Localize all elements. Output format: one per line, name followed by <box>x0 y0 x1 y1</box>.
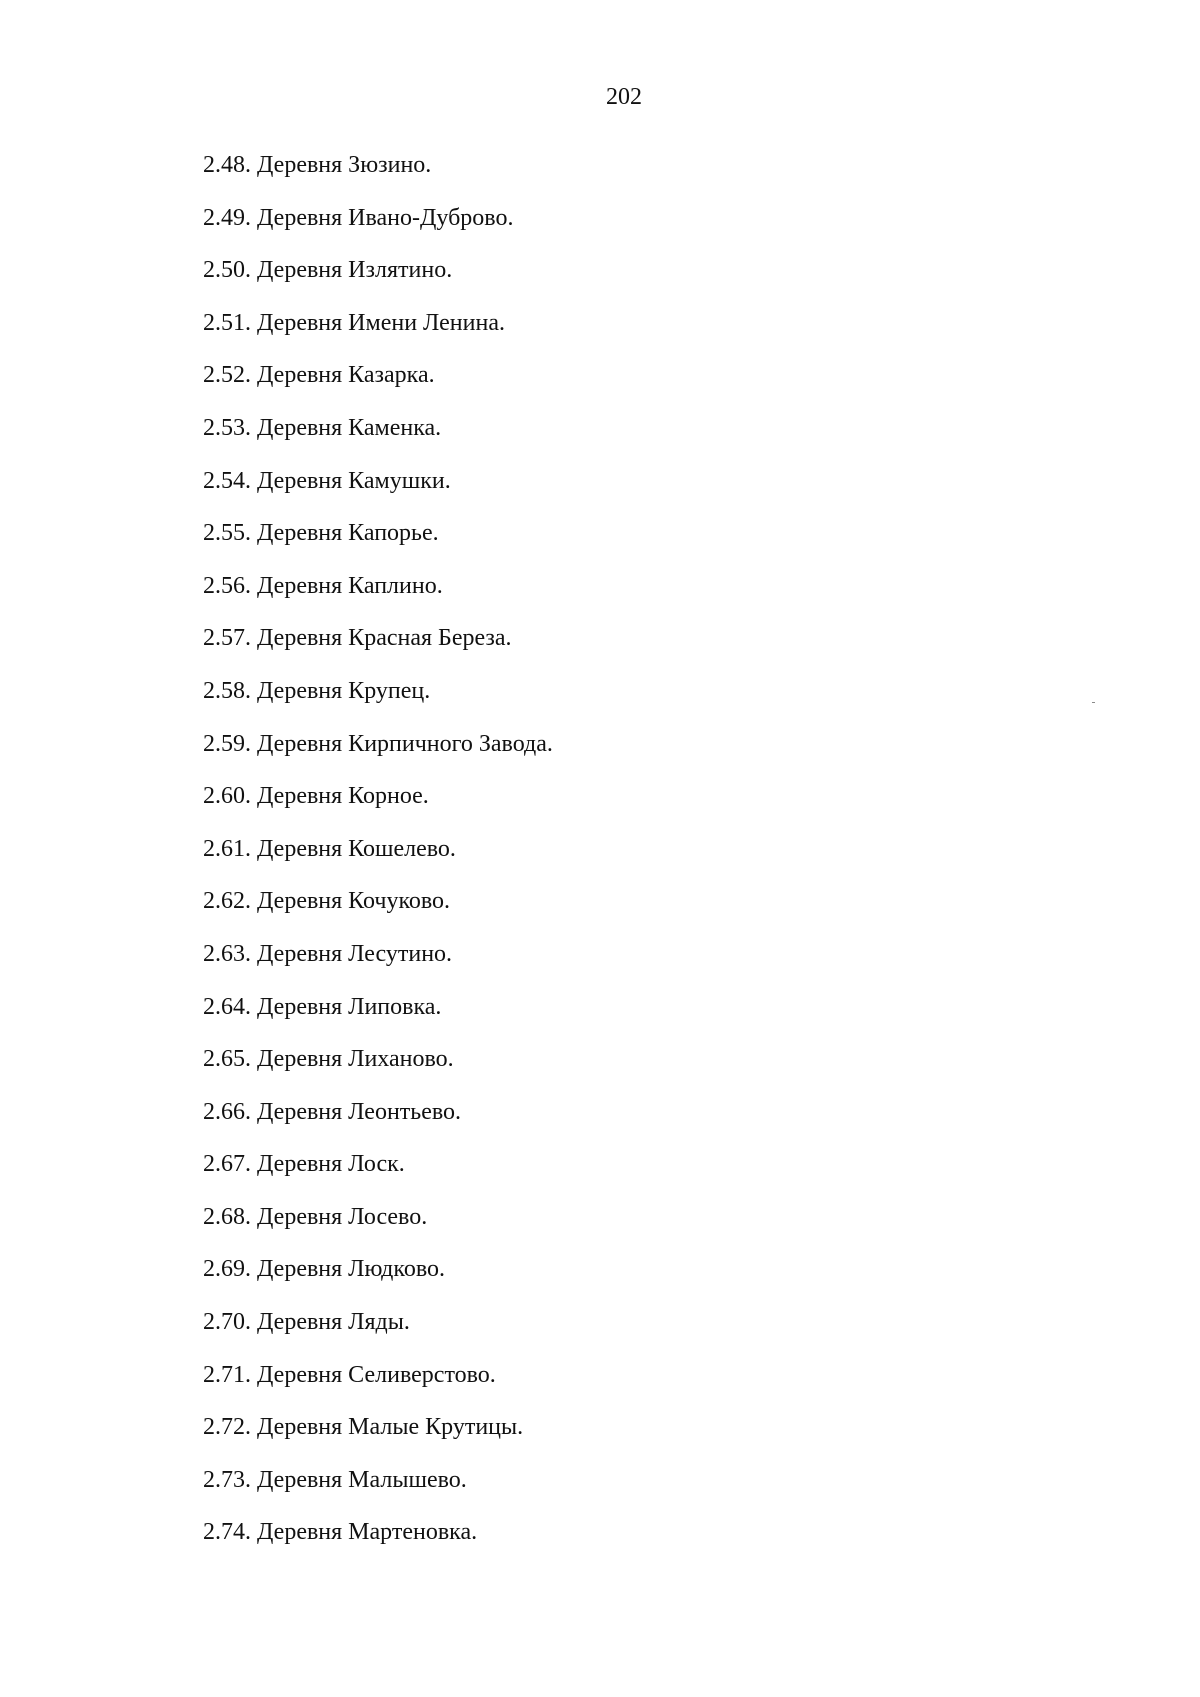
list-item: 2.66. Деревня Леонтьево. <box>203 1098 462 1125</box>
list-item: 2.49. Деревня Ивано-Дуброво. <box>203 204 514 231</box>
list-item: 2.53. Деревня Каменка. <box>203 414 442 441</box>
list-item: 2.57. Деревня Красная Береза. <box>203 625 512 652</box>
list-item: 2.61. Деревня Кошелево. <box>203 835 456 862</box>
village-list <box>203 150 553 1570</box>
list-item: 2.69. Деревня Людково. <box>203 1256 445 1283</box>
list-item: 2.60. Деревня Корное. <box>203 783 429 810</box>
list-item: 2.71. Деревня Селиверстово. <box>203 1361 496 1388</box>
list-item: 2.67. Деревня Лоск. <box>203 1151 405 1178</box>
list-item: 2.64. Деревня Липовка. <box>203 993 442 1020</box>
list-item: 2.68. Деревня Лосево. <box>203 1203 428 1230</box>
list-item: 2.52. Деревня Казарка. <box>203 362 435 389</box>
list-item: 2.74. Деревня Мартеновка. <box>203 1519 478 1546</box>
list-item: 2.48. Деревня Зюзино. <box>203 152 432 178</box>
list-item: 2.54. Деревня Камушки. <box>203 467 451 494</box>
list-item: 2.62. Деревня Кочуково. <box>203 888 451 915</box>
list-item: 2.72. Деревня Малые Крутицы. <box>203 1414 524 1441</box>
list-item: 2.51. Деревня Имени Ленина. <box>203 309 505 336</box>
scan-speck <box>1092 702 1095 703</box>
list-item: 2.59. Деревня Кирпичного Завода. <box>203 730 553 757</box>
list-item: 2.56. Деревня Каплино. <box>203 572 443 599</box>
list-item: 2.50. Деревня Излятино. <box>203 257 453 284</box>
list-item: 2.65. Деревня Лиханово. <box>203 1046 454 1073</box>
list-item: 2.73. Деревня Малышево. <box>203 1466 467 1493</box>
list-item: 2.63. Деревня Лесутино. <box>203 940 453 967</box>
list-item: 2.55. Деревня Капорье. <box>203 520 439 547</box>
list-item: 2.70. Деревня Ляды. <box>203 1309 410 1336</box>
page-number: 202 <box>606 84 642 110</box>
list-item: 2.58. Деревня Крупец. <box>203 677 431 704</box>
